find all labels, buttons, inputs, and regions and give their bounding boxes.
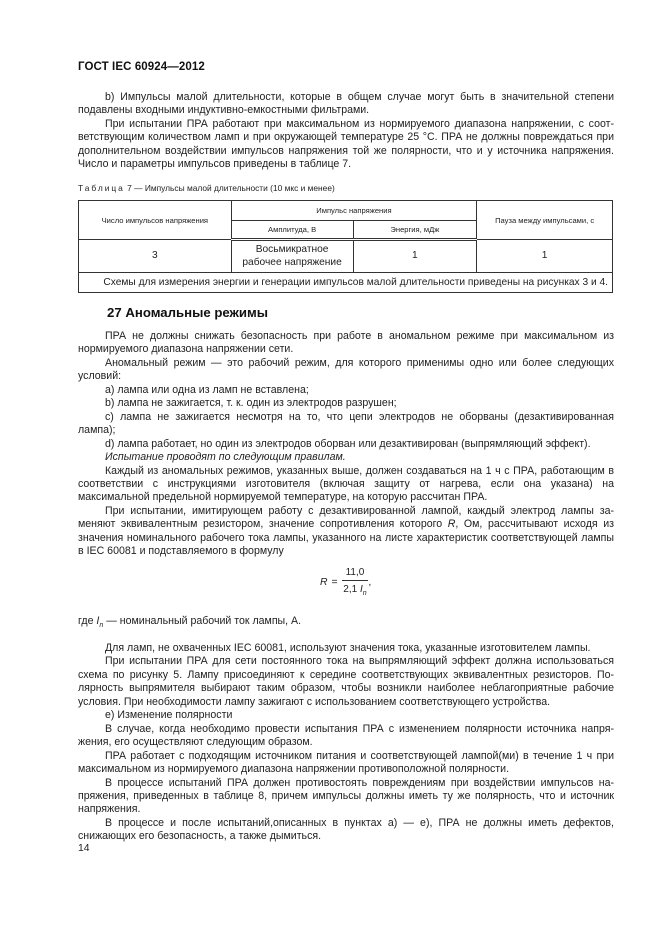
formula-trailing: ,	[368, 576, 372, 588]
formula-denominator-sub: n	[362, 590, 367, 597]
resistor-text-before: При испытании, имитирующем работу с дезактивированной лампой, каждый электрод лампы заменяют эквивалентным резистором, значение сопротивления которого	[78, 504, 614, 531]
header-pause: Пауза между импульсами, с	[477, 201, 613, 240]
cell-amplitude-line1: Восьмикратное	[255, 244, 329, 255]
list-item-c: c) лампа не зажигается несмотря на то, что цепи электродов не оборваны (дезактивированная лампа);	[78, 410, 614, 437]
formula-where	[78, 615, 301, 629]
cell-count: 3	[79, 240, 232, 273]
table-caption	[78, 183, 335, 193]
paragraph-test-rules: Испытание проводят по следующим правилам.	[105, 451, 346, 464]
formula-denominator-coef: 2,1	[343, 584, 360, 595]
intro-block	[78, 91, 614, 172]
page-number: 14	[78, 843, 90, 854]
formula-denominator	[343, 581, 366, 597]
header-energy: Энергия, мДж	[353, 221, 477, 240]
document-header: ГОСТ IEC 60924—2012	[78, 61, 205, 73]
paragraph-final-requirement: В процессе и после испытаний,описанных в пунктах а) — е), ПРА не должны иметь дефектов, снижающих его безопасность, а также дымиться.	[78, 816, 614, 843]
formula-fraction	[342, 567, 372, 597]
formula-resistance	[320, 567, 371, 597]
table-row	[79, 240, 613, 273]
paragraph-polarity-operation: ПРА работает с подходящим источником питания и соответствующей лампой(ми) в течение 1 ч при максимальном из нормируемого диапазона напряжении противоположной полярности.	[78, 749, 614, 776]
cell-amplitude	[231, 240, 353, 273]
resistor-symbol: R	[447, 518, 456, 531]
list-item-d: d) лампа работает, но один из электродов оборван или дезактивирован (выпрямляющий эффект).	[105, 437, 591, 450]
formula-lhs: R	[320, 576, 328, 588]
table-caption-text: 7 — Импульсы малой длительности (10 мкс и менее)	[124, 183, 335, 193]
header-count: Число импульсов напряжения	[79, 201, 232, 240]
paragraph-abnormal-definition: Аномальный режим — это рабочий режим, для которого применимы одно или более следующих условий:	[78, 356, 614, 383]
where-prefix: где	[78, 615, 97, 627]
where-text: — номинальный рабочий ток лампы, А.	[103, 615, 302, 627]
paragraph-polarity-case: В случае, когда необходимо провести испытания ПРА с изменением полярности источника напряжения, его осуществляют следующим образом.	[78, 722, 614, 749]
where-var: I	[96, 615, 100, 627]
list-item-b: b) лампа не зажигается, т. к. один из электродов разрушен;	[105, 397, 397, 410]
list-item-a: a) лампа или одна из ламп не вставлена;	[105, 383, 309, 396]
where-sub: n	[99, 622, 104, 630]
paragraph-test-conditions: При испытании ПРА работают при максимальном из нормируемого диапазона напряжении, с соответствующим количеством ламп и при окружающей температуре 25 °С. ПРА не должны повреждаться при дополнительном воздействии импульсов напряжения той же полярности, что и у источника напряжения. Число и параметры импульсов приведены в таблице 7.	[78, 117, 614, 171]
formula-denominator-var: I	[359, 584, 363, 595]
header-pulse-group: Импульс напряжения	[231, 201, 477, 221]
cell-pause: 1	[477, 240, 613, 273]
header-amplitude: Амплитуда, В	[231, 221, 353, 240]
paragraph-non-iec-lamps: Для ламп, не охваченных IEC 60081, используют значения тока, указанные изготовителем лампы.	[105, 642, 591, 654]
section-27-body	[78, 330, 614, 559]
table-note: Схемы для измерения энергии и генерации импульсов малой длительности приведены на рисунках 3 и 4.	[79, 273, 613, 293]
cell-amplitude-line2: рабочее напряжение	[242, 256, 342, 268]
formula-equals: =	[331, 576, 338, 588]
paragraph-dc-rectifying: При испытании ПРА для сети постоянного тока на выпрямляющий эффект должна использоваться схема по рисунку 5. Лампу присоединяют к середине соответствующих эквивалентных резисторов. Полярность выпрямителя выбирают таким образом, чтобы возникли наиболее неблагоприятные рабочие условия. При необходимости лампу зажигают с использованием соответствующего устройства.	[78, 655, 614, 708]
table-7	[78, 200, 613, 293]
list-item-e: e) Изменение полярности	[105, 709, 233, 722]
table-caption-label: Таблица	[78, 183, 125, 193]
paragraph-resistor	[78, 505, 614, 559]
paragraph-safety: ПРА не должны снижать безопасность при работе в аномальном режиме при максимальном из нормируемого диапазона напряжении сети.	[78, 330, 614, 356]
section-heading: 27 Аномальные режимы	[107, 305, 269, 320]
resistor-text-after: , Ом, рассчитывают исходя из значения номинального рабочего тока лампы, указанного на листе характеристик соответствующей лампы в IEC 60081 и подставляемого в формулу	[78, 518, 614, 558]
paragraph-pulse-resistance: В процессе испытаний ПРА должен противостоять повреждениям при воздействии импульсов напряжения, приведенных в таблице 8, причем импульсы должны иметь ту же полярность, что и источник напряжения.	[78, 776, 614, 816]
cell-energy: 1	[353, 240, 477, 273]
section-27-continued	[78, 642, 614, 844]
paragraph-each-mode: Каждый из аномальных режимов, указанных выше, должен создаваться на 1 ч с ПРА, работающим в соответствии с инструкциями изготовителя (включая защиту от нагрева, если она указана) на максимальной предельной нормируемой температуре, на которую рассчитан ПРА.	[78, 464, 614, 504]
paragraph-impulses-b: b) Импульсы малой длительности, которые в общем случае могут быть в значительной степени подавлены входными индуктивно-емкостными фильтрами.	[78, 91, 614, 117]
formula-numerator: 11,0	[342, 567, 369, 581]
